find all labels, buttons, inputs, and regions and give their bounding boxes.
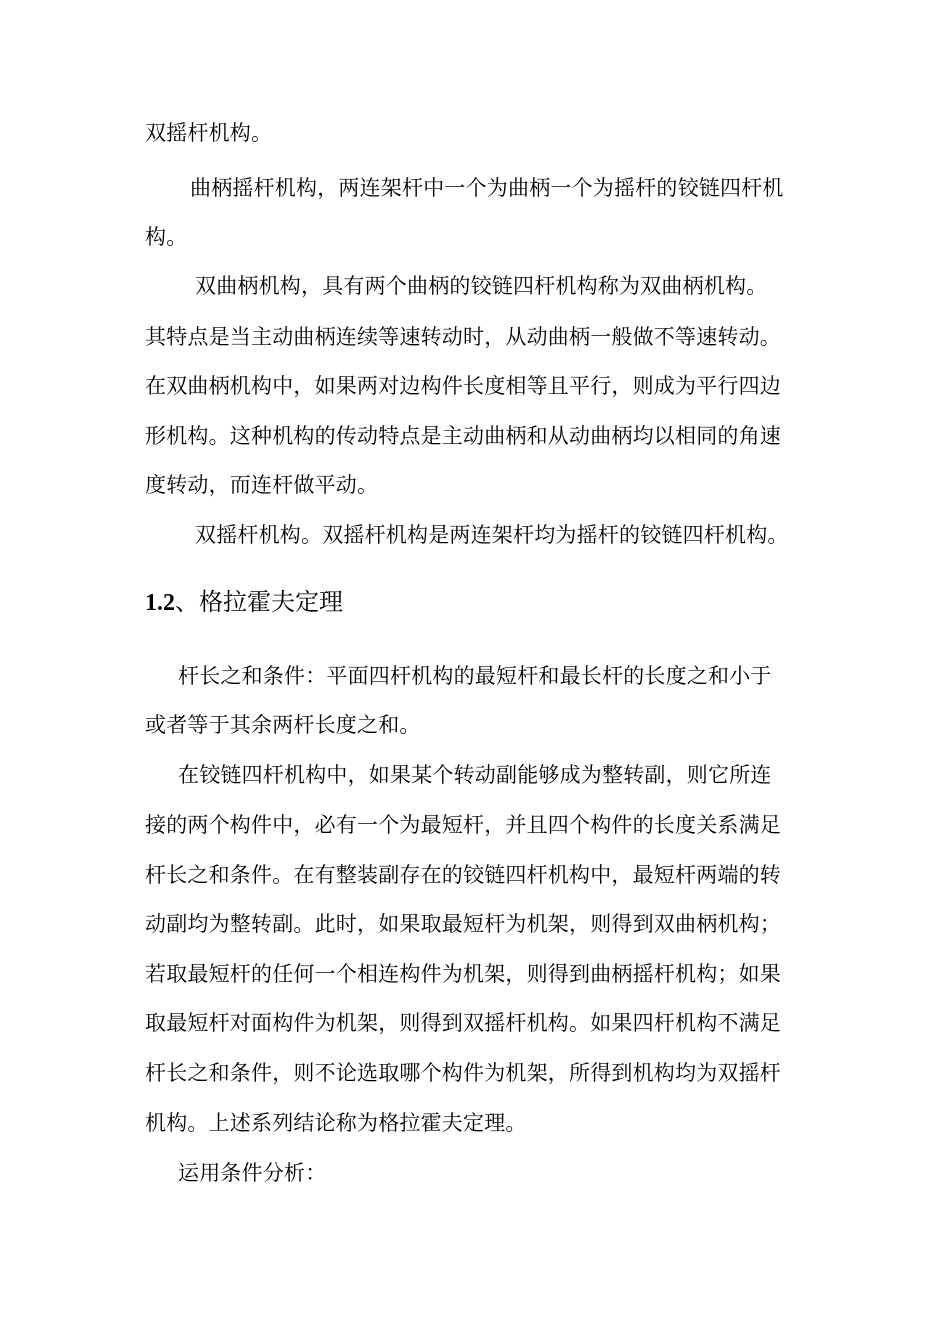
paragraph-grashof-line-4: 动副均为整转副。此时，如果取最短杆为机架，则得到双曲柄机构； [145,912,781,936]
paragraph-double-crank-line-5: 度转动，而连杆做平动。 [145,473,379,497]
paragraph-double-crank-line-4: 形机构。这种机构的传动特点是主动曲柄和从动曲柄均以相同的角速 [145,424,781,448]
paragraph-double-crank-line-1: 双曲柄机构，具有两个曲柄的铰链四杆机构称为双曲柄机构。 [195,274,768,298]
paragraph-grashof-line-6: 取最短杆对面构件为机架，则得到双摇杆机构。如果四杆机构不满足 [145,1011,781,1035]
paragraph-length-condition-line-1: 杆长之和条件：平面四杆机构的最短杆和最长杆的长度之和小于 [178,664,772,688]
paragraph-grashof-line-7: 杆长之和条件，则不论选取哪个构件为机架，所得到机构均为双摇杆 [145,1061,781,1085]
section-title: 、格拉霍夫定理 [175,588,343,616]
paragraph-grashof-line-2: 接的两个构件中，必有一个为最短杆，并且四个构件的长度关系满足 [145,813,781,837]
section-number: 1.2 [145,590,175,616]
paragraph-application-analysis: 运用条件分析： [178,1161,327,1185]
paragraph-grashof-line-5: 若取最短杆的任何一个相连构件为机架，则得到曲柄摇杆机构；如果 [145,962,781,986]
section-heading [145,585,343,620]
paragraph-length-condition-line-2: 或者等于其余两杆长度之和。 [145,713,421,737]
paragraph-grashof-line-1: 在铰链四杆机构中，如果某个转动副能够成为整转副，则它所连 [178,763,772,787]
paragraph-double-rocker-line-1: 双摇杆机构。双摇杆机构是两连架杆均为摇杆的铰链四杆机构。 [195,523,789,547]
paragraph-crank-rocker-line-1: 曲柄摇杆机构，两连架杆中一个为曲柄一个为摇杆的铰链四杆机 [190,176,784,200]
paragraph-grashof-line-3: 杆长之和条件。在有整装副存在的铰链四杆机构中，最短杆两端的转 [145,863,781,887]
text-line-1: 双摇杆机构。 [145,121,273,145]
paragraph-double-crank-line-3: 在双曲柄机构中，如果两对边构件长度相等且平行，则成为平行四边 [145,374,781,398]
paragraph-grashof-line-8: 机构。上述系列结论称为格拉霍夫定理。 [145,1111,527,1135]
paragraph-double-crank-line-2: 其特点是当主动曲柄连续等速转动时，从动曲柄一般做不等速转动。 [145,325,781,349]
paragraph-crank-rocker-line-2: 构。 [145,225,188,249]
